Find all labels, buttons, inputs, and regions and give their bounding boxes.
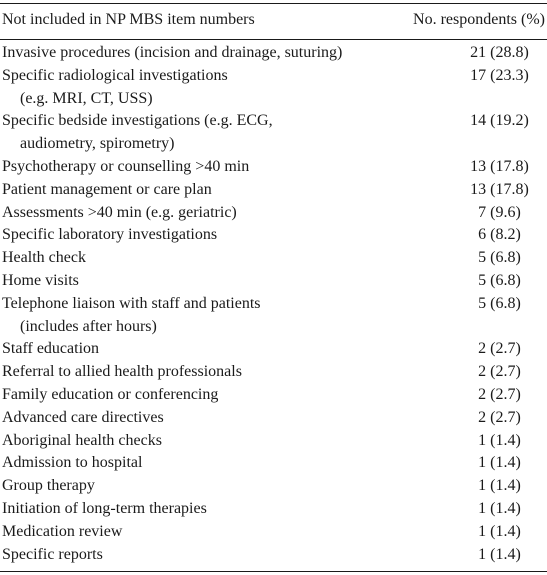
- row-value: 2 (2.7): [478, 408, 521, 426]
- row-label: [0, 156, 392, 179]
- table-row: [0, 270, 547, 293]
- table-row: [0, 202, 547, 225]
- row-value: 1 (1.4): [478, 499, 521, 517]
- row-value: 13 (17.8): [470, 180, 529, 198]
- row-label-continuation: (e.g. MRI, CT, USS): [20, 89, 153, 107]
- row-label-line: Family education or conferencing: [2, 385, 219, 403]
- row-label: [0, 384, 392, 407]
- row-label: [0, 430, 392, 453]
- row-label-line: Advanced care directives: [2, 408, 164, 426]
- row-label-line: Assessments >40 min (e.g. geriatric): [2, 203, 237, 221]
- row-value: 14 (19.2): [470, 112, 529, 130]
- row-label: [0, 544, 392, 567]
- row-label-line: Invasive procedures (incision and drainage, suturing): [2, 44, 343, 61]
- row-label-line: Initiation of long-term therapies: [2, 499, 207, 517]
- row-label: [0, 452, 392, 475]
- row-label-line: Admission to hospital: [2, 454, 143, 472]
- table-body: [0, 39, 547, 566]
- row-label-line: Specific laboratory investigations: [2, 226, 218, 244]
- row-label: [0, 293, 392, 339]
- table-row: [0, 247, 547, 270]
- row-value: 1 (1.4): [478, 431, 521, 449]
- row-label: [0, 224, 392, 247]
- table-row: [0, 452, 547, 475]
- row-value: 21 (28.8): [470, 44, 529, 61]
- row-value: 2 (2.7): [478, 340, 521, 358]
- table-row: [0, 156, 547, 179]
- row-label-line: Staff education: [2, 340, 100, 358]
- header-respondents: No. respondents (%): [413, 11, 545, 28]
- row-label-line: Telephone liaison with staff and patients: [2, 294, 261, 312]
- table-row: [0, 475, 547, 498]
- row-label: [0, 65, 392, 111]
- row-label: [0, 179, 392, 202]
- row-label-line: Specific reports: [2, 545, 103, 563]
- row-label: [0, 110, 392, 156]
- row-value: 1 (1.4): [478, 454, 521, 472]
- table-row: [0, 179, 547, 202]
- table-row: [0, 430, 547, 453]
- row-label-line: Specific bedside investigations (e.g. ECG,: [2, 112, 273, 130]
- respondents-table: [0, 4, 547, 566]
- row-value: 5 (6.8): [478, 271, 521, 289]
- row-value: 6 (8.2): [478, 226, 521, 244]
- header-item-category: Not included in NP MBS item numbers: [2, 11, 255, 28]
- row-value: 2 (2.7): [478, 385, 521, 403]
- table-row: [0, 293, 547, 339]
- table-row: [0, 338, 547, 361]
- row-value: 5 (6.8): [478, 249, 521, 267]
- table-row: [0, 521, 547, 544]
- row-value: 7 (9.6): [478, 203, 521, 221]
- row-value: 1 (1.4): [478, 545, 521, 563]
- row-label: [0, 338, 392, 361]
- table-row: [0, 224, 547, 247]
- row-label: [0, 247, 392, 270]
- table-row: [0, 407, 547, 430]
- row-value: 1 (1.4): [478, 522, 521, 540]
- row-value: 17 (23.3): [470, 66, 529, 84]
- row-label: [0, 202, 392, 225]
- table-row: [0, 361, 547, 384]
- row-label: [0, 498, 392, 521]
- table-row: [0, 384, 547, 407]
- row-label-line: Specific radiological investigations: [2, 66, 228, 84]
- row-label-line: Health check: [2, 249, 86, 267]
- table-row: [0, 544, 547, 567]
- row-label-continuation: (includes after hours): [20, 317, 157, 335]
- row-value: 13 (17.8): [470, 157, 529, 175]
- row-label-line: Medication review: [2, 522, 123, 540]
- row-label-continuation: audiometry, spirometry): [20, 135, 175, 153]
- row-label: [0, 270, 392, 293]
- row-value: 5 (6.8): [478, 294, 521, 312]
- table-row: [0, 65, 547, 111]
- row-label: [0, 407, 392, 430]
- row-label-line: Psychotherapy or counselling >40 min: [2, 157, 250, 175]
- row-label-line: Aboriginal health checks: [2, 431, 162, 449]
- row-value: 1 (1.4): [478, 477, 521, 495]
- table-row: [0, 498, 547, 521]
- bottom-rule: [0, 571, 547, 572]
- row-label-line: Referral to allied health professionals: [2, 363, 242, 381]
- row-label: [0, 521, 392, 544]
- row-label-line: Group therapy: [2, 477, 95, 495]
- table-row: [0, 110, 547, 156]
- row-label: [0, 361, 392, 384]
- table-row: [0, 39, 547, 65]
- row-label-line: Home visits: [2, 271, 79, 289]
- row-label-line: Patient management or care plan: [2, 180, 212, 198]
- header-row: [0, 4, 547, 39]
- row-label: [0, 475, 392, 498]
- row-value: 2 (2.7): [478, 363, 521, 381]
- row-label: [0, 39, 392, 65]
